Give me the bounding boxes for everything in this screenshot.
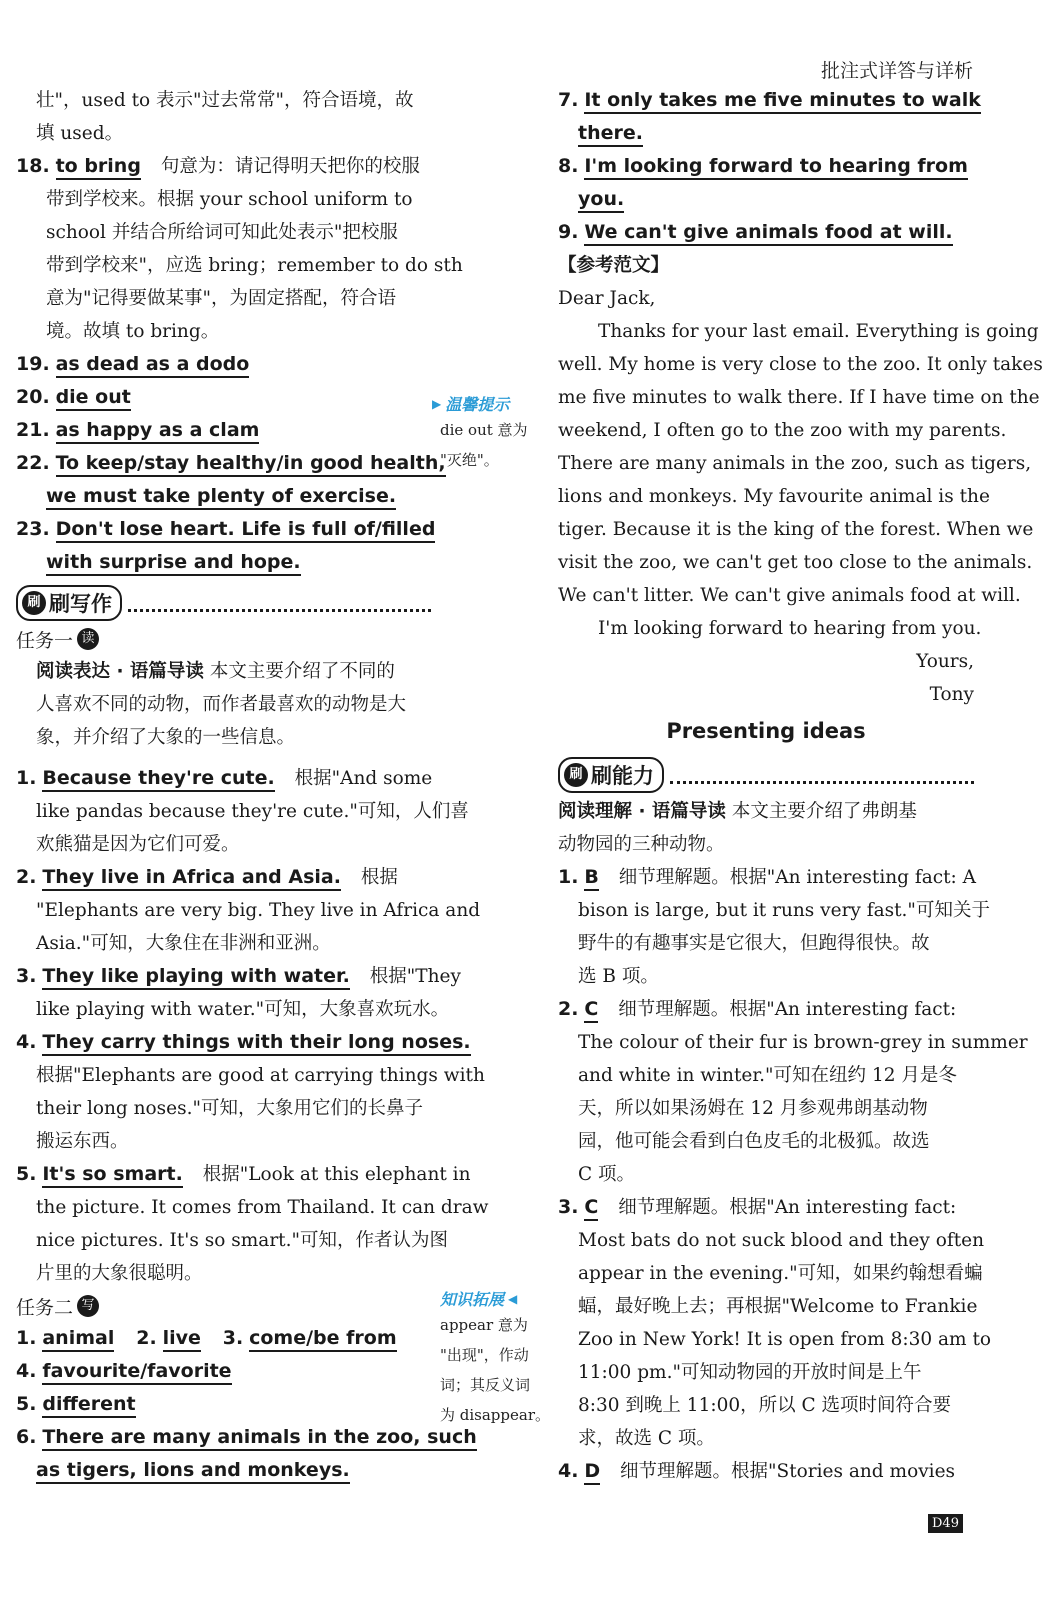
item-number: 7. [558, 89, 579, 111]
writing-answer-7 [558, 84, 981, 117]
item-number: 1. [16, 767, 37, 789]
right-column [558, 84, 1043, 1488]
text-line: Most bats do not suck blood and they often [578, 1230, 984, 1251]
answer-text: There are many animals in the zoo, such [42, 1426, 476, 1451]
explanation-text: 根据"Look at this elephant in [202, 1164, 471, 1185]
page-number-label: D49 [928, 1514, 963, 1533]
tip-line: "灭绝"。 [440, 451, 499, 469]
answer-item-20 [16, 381, 431, 414]
text-line: nice pictures. It's so smart."可知，作者认为图 [36, 1230, 448, 1251]
letter-line: We can't litter. We can't give animals food at will. [558, 585, 1021, 606]
task-heading-2 [16, 1290, 431, 1322]
item-number: 18. [16, 155, 50, 177]
answer-letter: C [584, 998, 598, 1023]
text-line: and white in winter."可知在纽约 12 月是冬 [578, 1065, 957, 1086]
item-number: 5. [16, 1393, 37, 1415]
answer-continuation [16, 1454, 431, 1487]
item-number: 3. [16, 965, 37, 987]
reading-guide [558, 795, 974, 861]
text-line: 填 used。 [36, 123, 124, 144]
answer-text: animal [42, 1327, 114, 1352]
task-label: 任务二 [16, 1296, 74, 1319]
letter-line: There are many animals in the zoo, such as tigers, [558, 453, 1032, 474]
answer-text: come/be from [249, 1327, 397, 1352]
sample-essay-title: 【参考范文】 [558, 255, 670, 276]
item-number: 23. [16, 518, 50, 540]
task-heading-1 [16, 623, 431, 655]
read-badge-icon: 读 [77, 628, 99, 650]
explanation-text: 句意为：请记得明天把你的校服 [160, 156, 420, 177]
letter-signature: Tony [929, 684, 974, 705]
answer-text: you. [578, 188, 624, 213]
letter-line: tiger. Because it is the king of the forest. When we [558, 519, 1034, 540]
answer-item-21 [16, 414, 431, 447]
text-line: the picture. It comes from Thailand. It can draw [36, 1197, 489, 1218]
explanation-text: 细节理解题。根据"An interesting fact: A [618, 867, 977, 888]
item-number: 2. [558, 998, 579, 1020]
answer-text: as tigers, lions and monkeys. [36, 1459, 350, 1484]
tip-line: "出现"，作动 [440, 1346, 529, 1364]
brush-icon: 刷 [22, 591, 46, 615]
text-line: Zoo in New York! It is open from 8:30 am to [578, 1329, 992, 1350]
answer-item-23 [16, 513, 436, 546]
section-badge [16, 585, 122, 621]
text-line: 8:30 到晚上 11:00，所以 C 选项时间符合要 [578, 1395, 952, 1416]
reading-answer-4 [16, 1026, 471, 1059]
answer-text: live [163, 1327, 201, 1352]
answer-continuation [16, 546, 431, 579]
arrow-right-icon: ▶ [432, 396, 442, 411]
text-line: 片里的大象很聪明。 [36, 1263, 203, 1284]
brush-icon: 刷 [564, 763, 588, 787]
explanation-text: 细节理解题。根据"An interesting fact: [618, 999, 957, 1020]
choice-answer-4 [558, 1455, 974, 1488]
item-number: 2. [136, 1327, 157, 1349]
text-line: bison is large, but it runs very fast."可知关于 [578, 900, 990, 921]
answer-text: Because they're cute. [42, 767, 274, 792]
answer-text: It's so smart. [42, 1163, 182, 1188]
answer-text: favourite/favorite [42, 1360, 231, 1385]
choice-answer-3 [558, 1191, 974, 1224]
answer-item-18 [16, 150, 431, 183]
arrow-left-icon: ◀ [508, 1291, 518, 1306]
writing-answers-1-3 [16, 1322, 431, 1355]
tip-line: 为 disappear。 [440, 1406, 551, 1424]
letter-line: Thanks for your last email. Everything is going [598, 321, 1039, 342]
guide-label: 阅读理解 · 语篇导读 [558, 801, 726, 822]
answer-text: Don't lose heart. Life is full of/filled [56, 518, 436, 543]
guide-line [558, 795, 974, 828]
text-line: 求，故选 C 项。 [578, 1428, 715, 1449]
writing-answer-4 [16, 1355, 431, 1388]
section-label: 刷写作 [49, 592, 112, 616]
answer-text: die out [56, 386, 131, 411]
text-line: their long noses."可知，大象用它们的长鼻子 [36, 1098, 424, 1119]
answer-item-22 [16, 447, 446, 480]
tip-title: 温馨提示 [445, 395, 510, 414]
answer-text: with surprise and hope. [46, 551, 301, 576]
text-line: C 项。 [578, 1164, 636, 1185]
tip-line: 词；其反义词 [440, 1376, 531, 1394]
answer-letter: D [584, 1460, 600, 1485]
answer-text: as happy as a clam [56, 419, 260, 444]
answer-text: They live in Africa and Asia. [42, 866, 341, 891]
text-line: like pandas because they're cute."可知，人们喜 [36, 801, 469, 822]
section-heading-ability [558, 755, 974, 795]
reading-answer-2 [16, 861, 431, 894]
task-label: 任务一 [16, 629, 74, 652]
guide-line [16, 655, 431, 688]
answer-letter: C [584, 1196, 598, 1221]
letter-line: me five minutes to walk there. If I have time on the [558, 387, 1040, 408]
answer-text: different [42, 1393, 135, 1418]
text-line: like playing with water."可知，大象喜欢玩水。 [36, 999, 450, 1020]
item-number: 4. [558, 1460, 579, 1482]
item-number: 3. [222, 1327, 244, 1349]
text-line: Asia."可知，大象住在非洲和亚洲。 [36, 933, 331, 954]
writing-answer-5 [16, 1388, 431, 1421]
choice-answer-2 [558, 993, 974, 1026]
guide-text: 本文主要介绍了不同的 [209, 661, 395, 682]
section-heading-writing [16, 583, 431, 623]
guide-text: 本文主要介绍了弗朗基 [731, 801, 917, 822]
letter-line: visit the zoo, we can't get too close to the animals. [558, 552, 1033, 573]
text-line: 意为"记得要做某事"，为固定搭配，符合语 [46, 288, 397, 309]
letter-line: I'm looking forward to hearing from you. [598, 618, 982, 639]
item-number: 20. [16, 386, 50, 408]
tip-note-1 [432, 392, 552, 475]
text-line: 蝠，最好晚上去；再根据"Welcome to Frankie [578, 1296, 978, 1317]
reading-answer-1 [16, 762, 431, 795]
answer-text: We can't give animals food at will. [584, 221, 952, 246]
answer-text: to bring [56, 155, 141, 180]
letter-line: lions and monkeys. My favourite animal is the [558, 486, 990, 507]
writing-answer-9 [558, 216, 974, 249]
text-line: 带到学校来。根据 your school uniform to [46, 189, 413, 210]
text-line: 选 B 项。 [578, 966, 659, 987]
answer-continuation [16, 480, 431, 513]
answer-text: They like playing with water. [42, 965, 350, 990]
text-line: appear in the evening."可知，如果约翰想看蝙 [578, 1263, 983, 1284]
reading-guide [16, 655, 431, 754]
tip-note-2 [440, 1287, 558, 1430]
text-line: The colour of their fur is brown-grey in summer [578, 1032, 1028, 1053]
page-number [928, 1512, 963, 1531]
section-badge [558, 757, 664, 793]
letter-closing: Yours, [916, 651, 974, 672]
text-line: 壮"，used to 表示"过去常常"，符合语境，故 [36, 90, 414, 111]
text-line: 园，他可能会看到白色皮毛的北极狐。故选 [578, 1131, 930, 1152]
text-line: 天，所以如果汤姆在 12 月参观弗朗基动物 [578, 1098, 928, 1119]
guide-line: 人喜欢不同的动物，而作者最喜欢的动物是大 [36, 694, 407, 715]
answer-letter: B [584, 866, 598, 891]
tip-line: die out 意为 [440, 421, 528, 439]
answer-text: It only takes me five minutes to walk [584, 89, 981, 114]
write-badge-icon: 写 [77, 1295, 99, 1317]
letter-greeting: Dear Jack, [558, 288, 656, 309]
reading-answer-3 [16, 960, 461, 993]
answer-text: there. [578, 122, 643, 147]
answer-text: To keep/stay healthy/in good health, [56, 452, 446, 477]
answer-text: They carry things with their long noses. [42, 1031, 470, 1056]
writing-answer-6 [16, 1421, 477, 1454]
item-number: 1. [558, 866, 579, 888]
text-line: 11:00 pm."可知动物园的开放时间是上午 [578, 1362, 922, 1383]
explanation-text: 根据 [360, 867, 398, 888]
text-line: 野牛的有趣事实是它很大，但跑得很快。故 [578, 933, 930, 954]
section-label: 刷能力 [591, 764, 654, 788]
tip-heading [432, 392, 552, 415]
section-title-presenting-ideas: Presenting ideas [666, 719, 866, 743]
guide-line: 象，并介绍了大象的一些信息。 [36, 727, 296, 748]
text-line: 带到学校来"，应选 bring；remember to do sth [46, 255, 463, 276]
reading-answer-5 [16, 1158, 471, 1191]
explanation-text: 根据"They [369, 966, 461, 987]
item-number: 21. [16, 419, 50, 441]
tip-title: 知识拓展 [440, 1290, 505, 1309]
text-line: 境。故填 to bring。 [46, 321, 220, 342]
text-line: "Elephants are very big. They live in Africa and [36, 900, 481, 921]
tip-line: appear 意为 [440, 1316, 528, 1334]
text-line: 根据"Elephants are good at carrying things with [36, 1065, 485, 1086]
guide-label: 阅读表达 · 语篇导读 [36, 661, 204, 682]
item-number: 6. [16, 1426, 37, 1448]
answer-text: we must take plenty of exercise. [46, 485, 396, 510]
item-number: 22. [16, 452, 50, 474]
answer-item-19 [16, 348, 431, 381]
item-number: 1. [16, 1327, 37, 1349]
page-header-title: 批注式详答与详析 [820, 60, 973, 82]
text-line: school 并结合所给词可知此处表示"把校服 [46, 222, 398, 243]
item-number: 3. [558, 1196, 579, 1218]
writing-answer-8 [558, 150, 974, 183]
item-number: 4. [16, 1031, 37, 1053]
guide-line: 动物园的三种动物。 [558, 834, 725, 855]
explanation-text: 细节理解题。根据"Stories and movies [620, 1461, 956, 1482]
explanation-text: 细节理解题。根据"An interesting fact: [618, 1197, 957, 1218]
tip-heading [440, 1287, 558, 1310]
dotted-divider [128, 595, 431, 612]
item-number: 8. [558, 155, 579, 177]
letter-line: well. My home is very close to the zoo. It only takes [558, 354, 1043, 375]
text-line: 欢熊猫是因为它们可爱。 [36, 834, 240, 855]
answer-text: as dead as a dodo [56, 353, 250, 378]
dotted-divider [670, 767, 974, 784]
explanation-text: 根据"And some [294, 768, 433, 789]
answer-continuation [558, 117, 974, 150]
text-line: 搬运东西。 [36, 1131, 129, 1152]
item-number: 9. [558, 221, 579, 243]
choice-answer-1 [558, 861, 977, 894]
item-number: 2. [16, 866, 37, 888]
letter-line: weekend, I often go to the zoo with my parents. [558, 420, 1007, 441]
item-number: 5. [16, 1163, 37, 1185]
item-number: 4. [16, 1360, 37, 1382]
answer-continuation [558, 183, 974, 216]
answer-text: I'm looking forward to hearing from [584, 155, 968, 180]
item-number: 19. [16, 353, 50, 375]
